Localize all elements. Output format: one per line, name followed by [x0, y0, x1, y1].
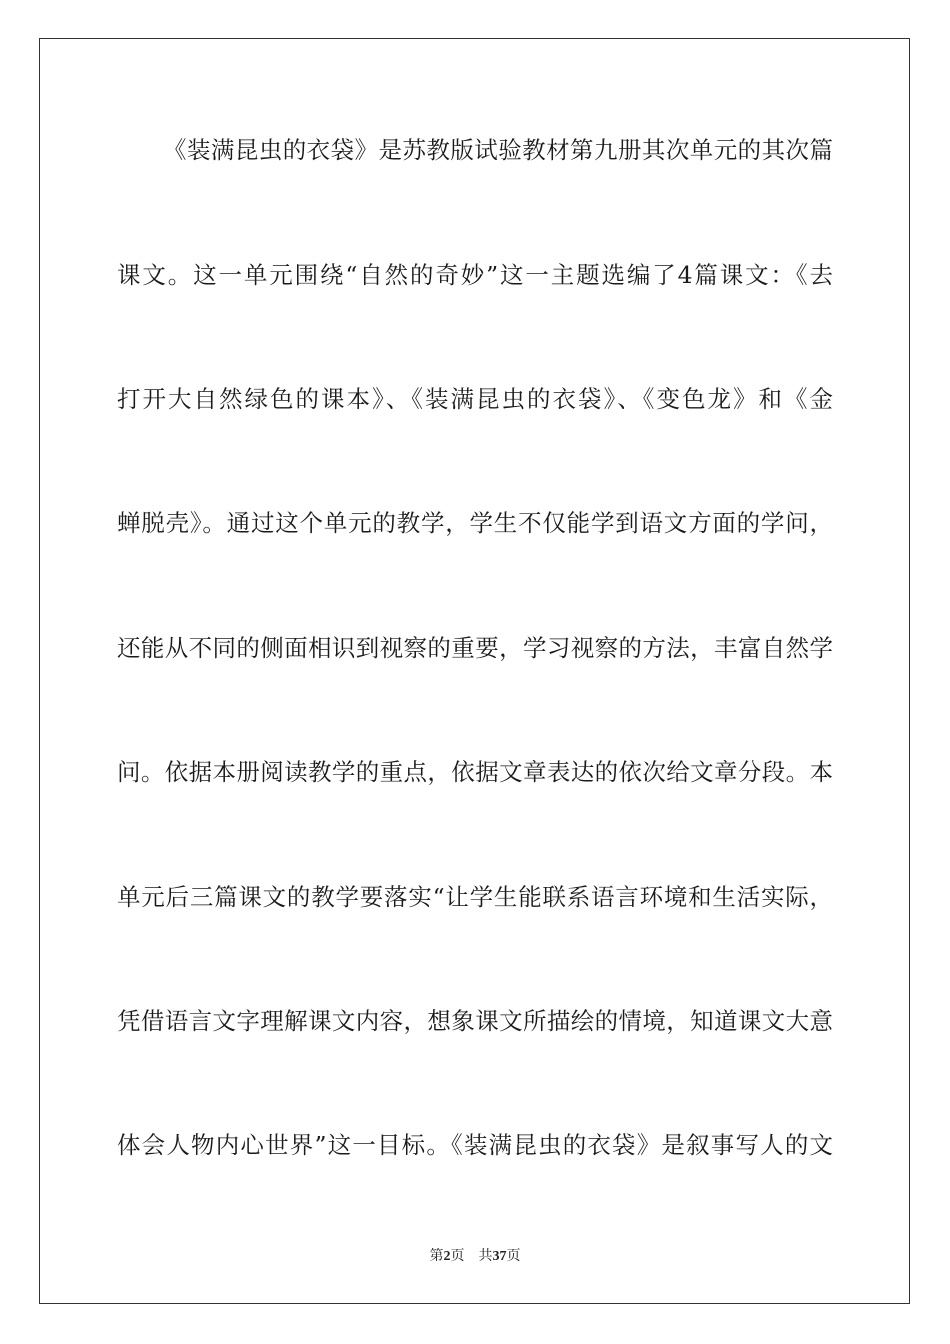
paragraph-line: 还能从不同的侧面相识到视察的重要，学习视察的方法，丰富自然学	[117, 634, 833, 662]
footer-page-suffix: 页	[450, 1248, 465, 1264]
page-number: 2	[443, 1249, 451, 1264]
paragraph-line: 单元后三篇课文的教学要落实“让学生能联系语言环境和生活实际，	[117, 883, 833, 911]
paragraph-line: 问。依据本册阅读教学的重点，依据文章表达的依次给文章分段。本	[117, 758, 833, 786]
footer-total-prefix: 共	[478, 1248, 493, 1264]
paragraph-line: 课文。这一单元围绕“自然的奇妙”这一主题选编了4篇课文：《去	[117, 261, 833, 289]
paragraph-line: 凭借语言文字理解课文内容，想象课文所描绘的情境，知道课文大意	[117, 1007, 833, 1035]
paragraph-line: 体会人物内心世界”这一目标。《装满昆虫的衣袋》是叙事写人的文	[117, 1131, 833, 1159]
paragraph-line: 《装满昆虫的衣袋》是苏教版试验教材第九册其次单元的其次篇	[163, 136, 833, 164]
footer-total-suffix: 页	[506, 1248, 521, 1264]
paragraph-line: 打开大自然绿色的课本》、《装满昆虫的衣袋》、《变色龙》和《金	[117, 385, 833, 413]
page-border	[39, 38, 910, 1304]
footer-prefix: 第	[429, 1248, 444, 1264]
total-pages: 37	[492, 1249, 507, 1264]
paragraph-line: 蝉脱壳》。通过这个单元的教学，学生不仅能学到语文方面的学问，	[117, 509, 833, 537]
page-footer	[0, 1247, 950, 1266]
